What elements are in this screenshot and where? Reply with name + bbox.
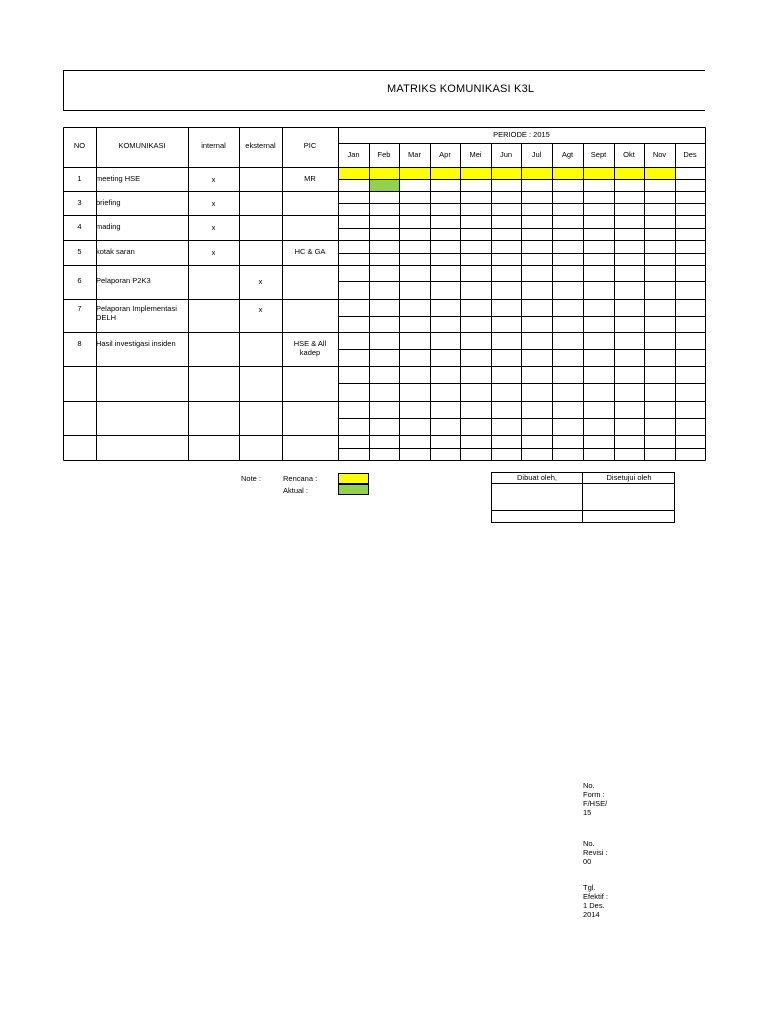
month-header-des: Des — [683, 150, 697, 159]
actual-cell — [370, 180, 399, 191]
row-komunikasi: Pelaporan P2K3 — [96, 276, 151, 285]
month-header-jan: Jan — [347, 150, 360, 159]
row-no: 6 — [77, 276, 82, 285]
month-header-nov: Nov — [652, 150, 667, 159]
row-pic: HC & GA — [294, 247, 326, 256]
plan-cell — [615, 168, 644, 179]
row-no: 1 — [77, 174, 82, 183]
row-eksternal: x — [258, 277, 263, 286]
plan-cell — [400, 168, 430, 179]
form-number: No. Form : F/HSE/ 15 — [583, 781, 608, 817]
row-no: 7 — [77, 304, 82, 313]
row-no: 4 — [77, 222, 82, 231]
plan-cell — [584, 168, 614, 179]
row-no: 3 — [77, 198, 82, 207]
row-pic: HSE & All kadep — [293, 339, 327, 357]
month-header-jul: Jul — [531, 150, 542, 159]
header-periode: PERIODE : 2015 — [493, 130, 550, 139]
plan-cell — [461, 168, 491, 179]
effective-date: Tgl. Efektif : 1 Des. 2014 — [583, 883, 609, 919]
plan-cell — [431, 168, 460, 179]
legend-actual-swatch — [338, 484, 369, 495]
row-no: 8 — [77, 339, 82, 348]
header-komunikasi: KOMUNIKASI — [118, 141, 166, 150]
row-internal: x — [211, 248, 216, 257]
month-header-okt: Okt — [623, 150, 635, 159]
plan-cell — [553, 168, 583, 179]
month-header-jun: Jun — [499, 150, 513, 159]
header-internal: internal — [201, 141, 226, 150]
month-header-mei: Mei — [469, 150, 482, 159]
header-no: NO — [73, 141, 86, 150]
month-header-agt: Agt — [561, 150, 574, 159]
legend-note: Note : — [241, 474, 262, 483]
row-komunikasi: Pelaporan Implementasi DELH — [96, 304, 177, 322]
plan-cell — [492, 168, 521, 179]
legend-actual-label: Aktual : — [283, 486, 309, 495]
month-header-mar: Mar — [408, 150, 421, 159]
row-eksternal: x — [258, 305, 263, 314]
row-komunikasi: Hasil investigasi insiden — [96, 339, 176, 348]
plan-cell — [370, 168, 399, 179]
plan-cell — [645, 168, 675, 179]
revision-number: No. Revisi : 00 — [583, 839, 608, 866]
plan-cell — [522, 168, 552, 179]
row-internal: x — [211, 175, 216, 184]
month-header-sept: Sept — [590, 150, 607, 159]
month-header-apr: Apr — [439, 150, 451, 159]
row-internal: x — [211, 223, 216, 232]
legend-plan-swatch — [338, 473, 369, 484]
row-internal: x — [211, 199, 216, 208]
row-komunikasi: briefing — [96, 198, 121, 207]
plan-cell — [339, 168, 369, 179]
row-komunikasi: mading — [96, 222, 121, 231]
row-no: 5 — [77, 247, 82, 256]
row-komunikasi: kotak saran — [96, 247, 135, 256]
page-title: MATRIKS KOMUNIKASI K3L — [387, 83, 535, 95]
header-pic: PIC — [303, 141, 317, 150]
header-eksternal: eksternal — [245, 141, 276, 150]
row-komunikasi: meeting HSE — [96, 174, 141, 183]
month-header-feb: Feb — [377, 150, 391, 159]
made-by-label: Dibuat oleh, — [516, 473, 558, 482]
legend-plan-label: Rencana : — [283, 474, 318, 483]
approved-by-label: Disetujui oleh — [606, 473, 652, 482]
row-pic: MR — [304, 174, 316, 183]
